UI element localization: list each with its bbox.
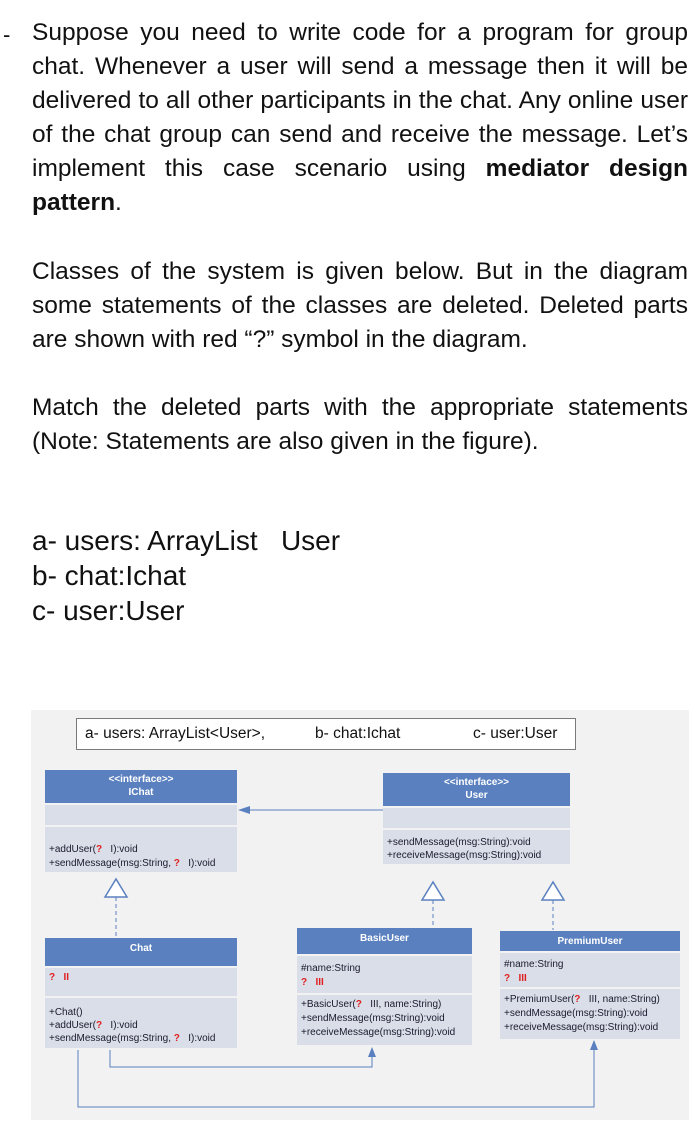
chat-attr-rest: II	[55, 972, 70, 983]
ichat-m2-rest: I):void	[179, 858, 216, 869]
basicuser-realizes-user	[422, 882, 444, 927]
basicuser-name: BasicUser	[360, 933, 409, 944]
question-paragraph-2: Classes of the system is given below. But in the diagram some statements of the classes are deleted. Deleted parts are shown with red “?” symbol in the diagram.	[32, 258, 688, 353]
premium-a2-unknown: ?	[504, 973, 511, 984]
ichat-name: IChat	[128, 787, 154, 798]
chat-to-premiumuser-association	[78, 1040, 598, 1107]
premiumuser-realizes-user	[542, 882, 564, 930]
option-a: a- users: ArrayList User	[32, 525, 341, 556]
user-name: User	[465, 790, 488, 801]
question-paragraph-3: Match the deleted parts with the appropriate statements (Note: Statements are also given in the figure).	[32, 394, 688, 455]
basic-m1-unknown: ?	[355, 999, 362, 1010]
ichat-m2-unknown: ?	[173, 858, 180, 869]
ichat-m1-text: +addUser(	[49, 844, 96, 855]
bullet-dash: -	[3, 22, 11, 47]
ichat-to-user-association	[238, 806, 383, 814]
option-b: b- chat:Ichat	[32, 560, 187, 591]
chat-m3-text: +sendMessage(msg:String,	[49, 1033, 174, 1044]
basic-a2-rest: III	[307, 977, 324, 988]
pattern-name: mediator design pattern	[32, 155, 688, 216]
chat-m3-rest: I):void	[179, 1033, 216, 1044]
user-stereotype: <<interface>>	[443, 777, 510, 788]
basicuser-method-receivemessage: +receiveMessage(msg:String):void	[301, 1027, 456, 1038]
basic-m1-text: +BasicUser(	[301, 999, 356, 1010]
chat-name: Chat	[129, 943, 153, 954]
ichat-m1-unknown: ?	[95, 844, 103, 855]
chat-m3-unknown: ?	[173, 1033, 180, 1044]
realization-arrowhead	[542, 882, 564, 900]
legend-a: a- users: ArrayList<User>,	[85, 725, 266, 742]
chat-method-constructor: +Chat()	[49, 1007, 83, 1018]
legend-b: b- chat:Ichat	[315, 725, 401, 742]
premiumuser-attribute-name: #name:String	[504, 959, 564, 970]
basicuser-method-sendmessage: +sendMessage(msg:String):void	[301, 1013, 445, 1024]
chat-m2-text: +addUser(	[49, 1020, 96, 1031]
basic-m1-rest: III, name:String)	[361, 999, 442, 1010]
premiumuser-method-sendmessage: +sendMessage(msg:String):void	[504, 1008, 648, 1019]
chat-attr-unknown: ?	[49, 972, 56, 983]
basicuser-attribute-name: #name:String	[301, 963, 361, 974]
ichat-stereotype: <<interface>>	[108, 774, 174, 785]
chat-m2-rest: I):void	[102, 1020, 138, 1031]
chat-realizes-ichat	[105, 879, 127, 936]
user-method-receivemessage: +receiveMessage(msg:String):void	[387, 850, 542, 861]
premium-m1-unknown: ?	[574, 994, 581, 1005]
realization-arrowhead	[105, 879, 127, 897]
premiumuser-name: PremiumUser	[557, 936, 623, 947]
paragraph-1-text: Suppose you need to write code for a program for group chat. Whenever a user will send a message then it will be delivered to all other participants in the chat. Any online user of the chat group can send and receive the message. Let’s implement this case scenario using	[32, 19, 688, 182]
premiumuser-method-receivemessage: +receiveMessage(msg:String):void	[504, 1022, 659, 1033]
ichat-m2-text: +sendMessage(msg:String,	[49, 858, 174, 869]
premium-a2-rest: III	[510, 973, 527, 984]
chat-m2-unknown: ?	[95, 1020, 103, 1031]
ichat-m1-rest: I):void	[102, 844, 138, 855]
option-c: c- user:User	[32, 595, 185, 626]
premium-m1-rest: III, name:String)	[580, 994, 660, 1005]
realization-arrowhead	[422, 882, 444, 900]
user-method-sendmessage: +sendMessage(msg:String):void	[387, 837, 531, 848]
chat-to-basicuser-association	[110, 1047, 376, 1067]
premium-m1-text: +PremiumUser(	[504, 994, 575, 1005]
basic-a2-unknown: ?	[301, 977, 308, 988]
paragraph-1-end: .	[115, 189, 122, 216]
legend-c: c- user:User	[473, 725, 558, 742]
